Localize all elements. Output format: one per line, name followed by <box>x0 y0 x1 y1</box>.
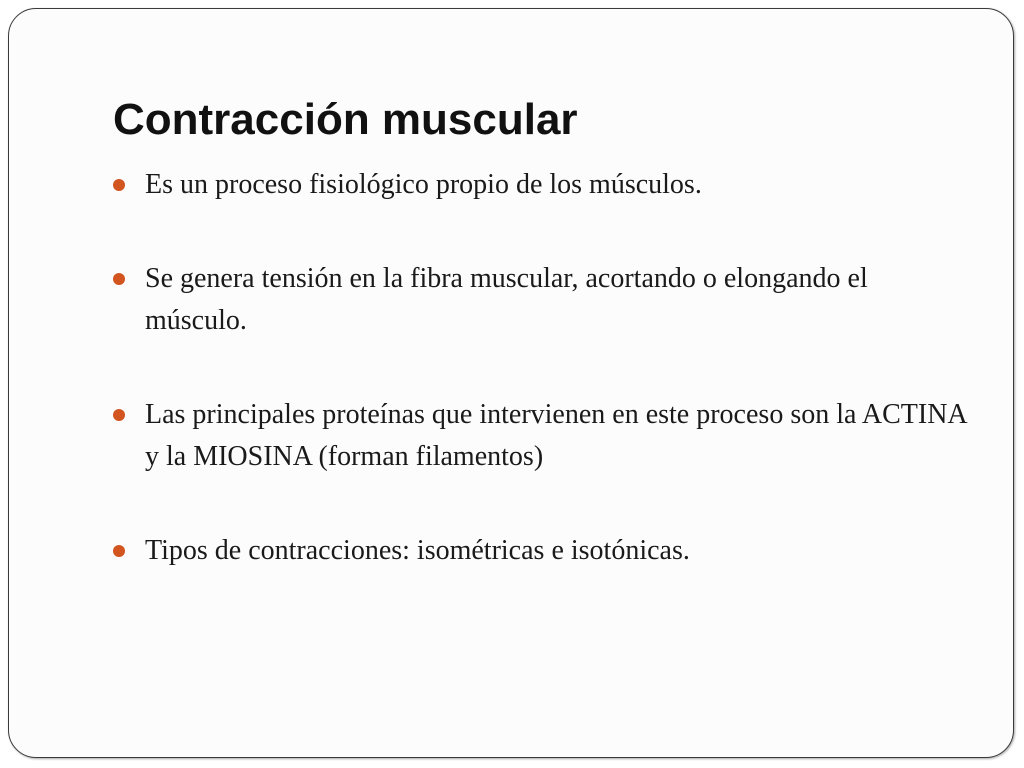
list-item <box>113 164 973 206</box>
bullet-dot-icon <box>113 409 125 421</box>
bullet-dot-icon <box>113 273 125 285</box>
bullet-text: Es un proceso fisiológico propio de los músculos. <box>145 169 702 200</box>
list-item <box>113 258 973 342</box>
bullet-text: Tipos de contracciones: isométricas e isotónicas. <box>145 535 690 566</box>
bullet-text: Se genera tensión en la fibra muscular, acortando o elongando el músculo. <box>145 263 868 336</box>
list-item <box>113 530 973 572</box>
bullet-list <box>113 164 973 624</box>
bullet-dot-icon <box>113 545 125 557</box>
slide-title: Contracción muscular <box>113 95 578 144</box>
bullet-text: Las principales proteínas que intervienen en este proceso son la ACTINA y la MIOSINA (forman filamentos) <box>145 399 967 472</box>
bullet-dot-icon <box>113 179 125 191</box>
list-item <box>113 394 973 478</box>
